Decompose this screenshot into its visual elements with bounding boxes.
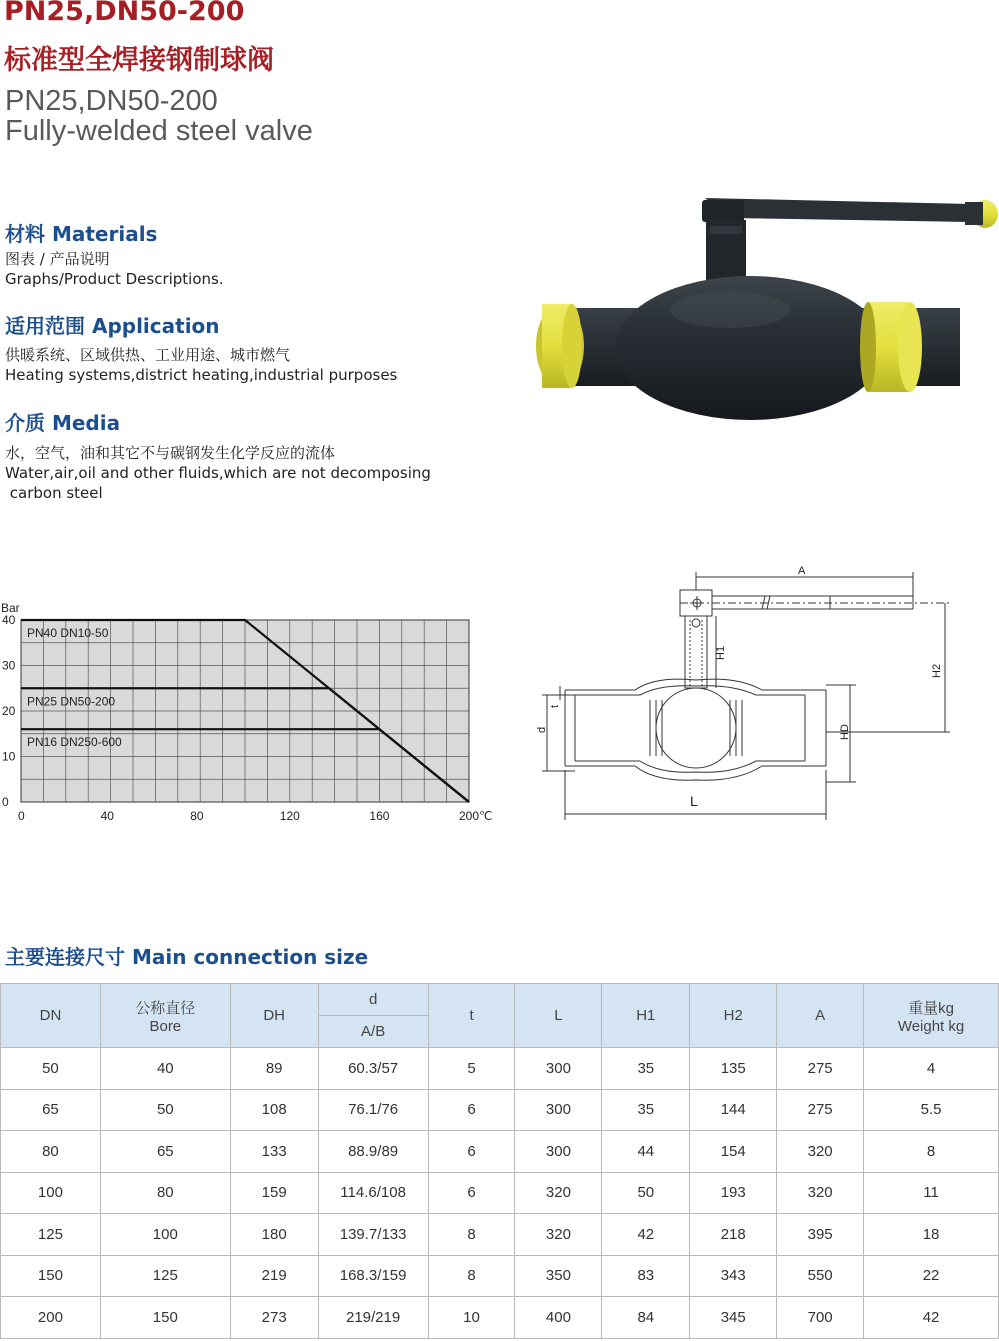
table-cell: 89 — [230, 1048, 318, 1090]
table-cell: 42 — [602, 1214, 690, 1256]
table-cell: 8 — [864, 1131, 999, 1173]
table-cell: 345 — [690, 1297, 777, 1339]
table-cell: 6 — [428, 1131, 515, 1173]
table-cell: 125 — [100, 1255, 230, 1297]
valve-dimension-drawing — [530, 560, 970, 830]
header-bore-en: Bore — [149, 1017, 182, 1035]
header-dh: DH — [230, 984, 318, 1048]
header-dn: DN — [1, 984, 101, 1048]
x-tick-label: 120 — [279, 809, 300, 823]
y-tick-label: 40 — [2, 613, 16, 627]
x-tick-label: 200℃ — [459, 809, 493, 823]
header-a: A — [777, 984, 864, 1048]
subtitle-code: PN25,DN50-200 — [5, 85, 218, 117]
x-tick-label: 80 — [190, 809, 204, 823]
x-tick-label: 0 — [18, 809, 25, 823]
table-cell: 4 — [864, 1048, 999, 1090]
table-cell: 5 — [428, 1048, 515, 1090]
table-cell: 219 — [230, 1255, 318, 1297]
table-cell: 193 — [690, 1172, 777, 1214]
table-cell: 8 — [428, 1255, 515, 1297]
y-tick-label: 30 — [2, 658, 16, 673]
table-cell: 42 — [864, 1297, 999, 1339]
table-row — [1, 1297, 999, 1339]
table-row — [1, 1048, 999, 1090]
table-cell: 300 — [515, 1131, 602, 1173]
table-cell: 22 — [864, 1255, 999, 1297]
table-cell: 60.3/57 — [318, 1048, 428, 1090]
application-line-en: Heating systems,district heating,industrial purposes — [5, 366, 398, 384]
table-cell: 6 — [428, 1172, 515, 1214]
table-cell: 50 — [1, 1048, 101, 1090]
table-cell: 550 — [777, 1255, 864, 1297]
dim-label-h2: H2 — [931, 663, 943, 678]
table-cell: 180 — [230, 1214, 318, 1256]
table-cell: 320 — [777, 1172, 864, 1214]
table-cell: 80 — [100, 1172, 230, 1214]
title-code: PN25,DN50-200 — [4, 0, 245, 27]
table-cell: 108 — [230, 1089, 318, 1131]
chart-grid — [21, 620, 469, 802]
table-cell: 135 — [690, 1048, 777, 1090]
table-cell: 114.6/108 — [318, 1172, 428, 1214]
table-cell: 100 — [100, 1214, 230, 1256]
table-cell: 133 — [230, 1131, 318, 1173]
table-cell: 65 — [1, 1089, 101, 1131]
table-row — [1, 1172, 999, 1214]
table-cell: 44 — [602, 1131, 690, 1173]
header-l: L — [515, 984, 602, 1048]
table-cell: 35 — [602, 1089, 690, 1131]
table-cell: 65 — [100, 1131, 230, 1173]
table-cell: 395 — [777, 1214, 864, 1256]
table-cell: 154 — [690, 1131, 777, 1173]
table-cell: 80 — [1, 1131, 101, 1173]
table-cell: 219/219 — [318, 1297, 428, 1339]
table-cell: 320 — [515, 1172, 602, 1214]
table-cell: 139.7/133 — [318, 1214, 428, 1256]
header-weight-en: Weight kg — [897, 1017, 965, 1035]
series-label: PN40 DN10-50 — [27, 626, 109, 640]
media-line-en: Water,air,oil and other fluids,which are not decomposing — [5, 464, 431, 482]
header-h1: H1 — [602, 984, 690, 1048]
table-cell: 8 — [428, 1214, 515, 1256]
table-row — [1, 1131, 999, 1173]
media-line-en-2: carbon steel — [5, 484, 103, 502]
table-cell: 88.9/89 — [318, 1131, 428, 1173]
header-t: t — [428, 984, 515, 1048]
table-cell: 275 — [777, 1089, 864, 1131]
table-cell: 50 — [100, 1089, 230, 1131]
table-cell: 10 — [428, 1297, 515, 1339]
dim-label-a: A — [798, 565, 806, 577]
series-label: PN25 DN50-200 — [27, 694, 116, 709]
connection-size-table — [0, 983, 999, 1339]
header-weight-cn: 重量kg — [908, 999, 954, 1017]
media-line-cn: 水，空气，油和其它不与碳钢发生化学反应的流体 — [5, 444, 336, 462]
header-bore-cn: 公称直径 — [135, 999, 196, 1017]
table-cell: 11 — [864, 1172, 999, 1214]
table-cell: 218 — [690, 1214, 777, 1256]
dim-label-h1: H1 — [715, 645, 727, 660]
table-cell: 84 — [602, 1297, 690, 1339]
table-cell: 18 — [864, 1214, 999, 1256]
table-cell: 320 — [777, 1131, 864, 1173]
y-tick-label: 10 — [2, 749, 16, 764]
subtitle-english: Fully-welded steel valve — [5, 115, 313, 147]
table-cell: 5.5 — [864, 1089, 999, 1131]
dim-label-d: d — [536, 726, 548, 733]
header-ab: A/B — [318, 1016, 428, 1048]
table-cell: 150 — [1, 1255, 101, 1297]
table-cell: 350 — [515, 1255, 602, 1297]
pressure-temperature-chart — [0, 598, 500, 828]
materials-line-cn: 图表 / 产品说明 — [5, 250, 110, 268]
table-cell: 125 — [1, 1214, 101, 1256]
header-d: d — [318, 984, 428, 1016]
chart-ylabel: Bar — [1, 601, 20, 615]
media-heading: 介质 Media — [5, 411, 121, 435]
dim-label-l: L — [690, 793, 698, 809]
table-cell: 144 — [690, 1089, 777, 1131]
header-h2: H2 — [690, 984, 777, 1048]
table-cell: 100 — [1, 1172, 101, 1214]
table-cell: 700 — [777, 1297, 864, 1339]
table-cell: 50 — [602, 1172, 690, 1214]
table-cell: 83 — [602, 1255, 690, 1297]
x-tick-label: 40 — [100, 809, 114, 823]
table-row — [1, 1214, 999, 1256]
header-weight — [864, 984, 999, 1048]
x-tick-label: 160 — [369, 809, 390, 823]
table-cell: 159 — [230, 1172, 318, 1214]
table-cell: 275 — [777, 1048, 864, 1090]
series-label: PN16 DN250-600 — [27, 735, 122, 750]
table-cell: 168.3/159 — [318, 1255, 428, 1297]
application-line-cn: 供暖系统、区域供热、工业用途、城市燃气 — [5, 346, 291, 364]
dim-label-t: t — [549, 704, 561, 708]
materials-line-en: Graphs/Product Descriptions. — [5, 270, 224, 288]
table-cell: 76.1/76 — [318, 1089, 428, 1131]
table-row — [1, 1089, 999, 1131]
valve-photo — [530, 190, 999, 430]
table-heading: 主要连接尺寸 Main connection size — [5, 945, 369, 969]
table-cell: 343 — [690, 1255, 777, 1297]
table-row — [1, 1255, 999, 1297]
table-cell: 150 — [100, 1297, 230, 1339]
table-cell: 300 — [515, 1048, 602, 1090]
header-bore — [100, 984, 230, 1048]
table-cell: 6 — [428, 1089, 515, 1131]
title-chinese: 标准型全焊接钢制球阀 — [4, 45, 274, 76]
table-cell: 320 — [515, 1214, 602, 1256]
dim-label-hd: HD — [839, 724, 851, 740]
table-cell: 273 — [230, 1297, 318, 1339]
table-cell: 40 — [100, 1048, 230, 1090]
table-cell: 400 — [515, 1297, 602, 1339]
table-cell: 200 — [1, 1297, 101, 1339]
materials-heading: 材料 Materials — [5, 222, 158, 246]
table-cell: 300 — [515, 1089, 602, 1131]
y-tick-label: 20 — [2, 704, 16, 718]
table-cell: 35 — [602, 1048, 690, 1090]
application-heading: 适用范围 Application — [5, 314, 220, 338]
y-tick-label: 0 — [2, 795, 9, 809]
